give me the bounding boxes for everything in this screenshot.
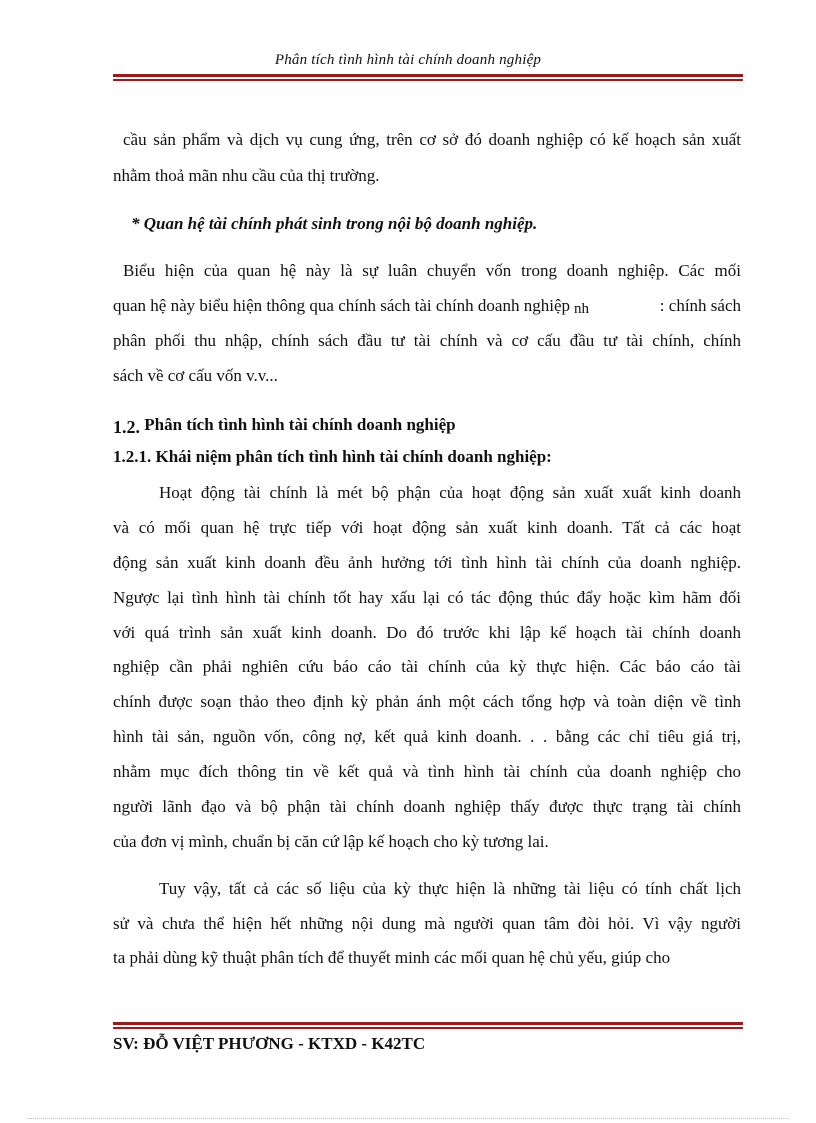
- para2-line-2: sử và chưa thể hiện hết những nội dung mà người quan tâm đòi hỏi. Vì vậy người: [113, 914, 741, 933]
- section-1-2-title: Phân tích tình hình tài chính doanh nghiệp: [144, 415, 456, 434]
- section-1-2-number: 1.2.: [113, 417, 140, 437]
- para2-line-3: ta phải dùng kỹ thuật phân tích để thuyết minh các mối quan hệ chủ yếu, giúp cho: [113, 948, 671, 967]
- internal-relation-line-4: sách về cơ cấu vốn v.v...: [113, 366, 278, 385]
- para1-line-9: nhằm mục đích thông tin về kết quả và tình hình tài chính của doanh nghiệp cho: [113, 762, 741, 781]
- para1-line-10: người lãnh đạo và bộ phận tài chính doanh nghiệp thấy được thực trạng tài chính: [113, 797, 741, 816]
- internal-relation-heading: * Quan hệ tài chính phát sinh trong nội bộ doanh nghiệp.: [131, 214, 538, 233]
- para1-line-7: chính được soạn thảo theo định kỳ phản ánh một cách tổng hợp và toàn diện về tình: [113, 692, 741, 711]
- internal-relation-line-2: [113, 296, 741, 316]
- footer-student-info: SV: ĐỖ VIỆT PHƯƠNG - KTXD - K42TC: [113, 1034, 426, 1053]
- para2-line-1: Tuy vậy, tất cả các số liệu của kỳ thực hiện là những tài liệu có tính chất lịch: [159, 879, 741, 898]
- page-bottom-dotted-line: [28, 1118, 788, 1119]
- intro-line-1: cầu sản phẩm và dịch vụ cung ứng, trên cơ sở đó doanh nghiệp có kế hoạch sản xuất: [123, 130, 741, 149]
- footer-rule: [113, 1022, 743, 1029]
- intro-line-2: nhằm thoả mãn nhu cầu của thị trường.: [113, 166, 380, 185]
- internal-relation-sub-nh: nh: [574, 301, 589, 317]
- internal-relation-line-2-start: quan hệ này biểu hiện thông qua chính sách tài chính doanh nghiệp: [113, 296, 570, 315]
- section-1-2-heading: [113, 414, 456, 435]
- internal-relation-line-2-end: : chính sách: [659, 296, 741, 315]
- internal-relation-line-3: phân phối thu nhập, chính sách đầu tư tài chính và cơ cấu đầu tư tài chính, chính: [113, 331, 741, 350]
- para1-line-5: với quá trình sản xuất kinh doanh. Do đó trước khi lập kế hoạch tài chính doanh: [113, 623, 741, 642]
- running-header: Phân tích tình hình tài chính doanh nghiệp: [274, 52, 542, 68]
- para1-line-4: Ngược lại tình hình tài chính tốt hay xấu lại có tác động thúc đẩy hoặc kìm hãm đối: [113, 588, 741, 607]
- para1-line-11: của đơn vị mình, chuẩn bị căn cứ lập kế hoạch cho kỳ tương lai.: [113, 832, 549, 851]
- para1-line-1: Hoạt động tài chính là mét bộ phận của hoạt động sản xuất xuất kinh doanh: [159, 483, 741, 502]
- internal-relation-line-1: Biểu hiện của quan hệ này là sự luân chuyển vốn trong doanh nghiệp. Các mối: [123, 261, 741, 280]
- header-rule: [113, 74, 743, 81]
- para1-line-2: và có mối quan hệ trực tiếp với hoạt động sản xuất kinh doanh. Tất cả các hoạt: [113, 518, 741, 537]
- para1-line-6: nghiệp cần phải nghiên cứu báo cáo tài chính của kỳ thực hiện. Các báo cáo tài: [113, 657, 741, 676]
- para1-line-8: hình tài sản, nguồn vốn, công nợ, kết quả kinh doanh. . . bằng các chỉ tiêu giá trị,: [113, 727, 741, 746]
- para1-line-3: động sản xuất kinh doanh đều ảnh hưởng tới tình hình tài chính của doanh nghiệp.: [113, 553, 741, 572]
- section-1-2-1-heading: 1.2.1. Khái niệm phân tích tình hình tài chính doanh nghiệp:: [113, 447, 552, 466]
